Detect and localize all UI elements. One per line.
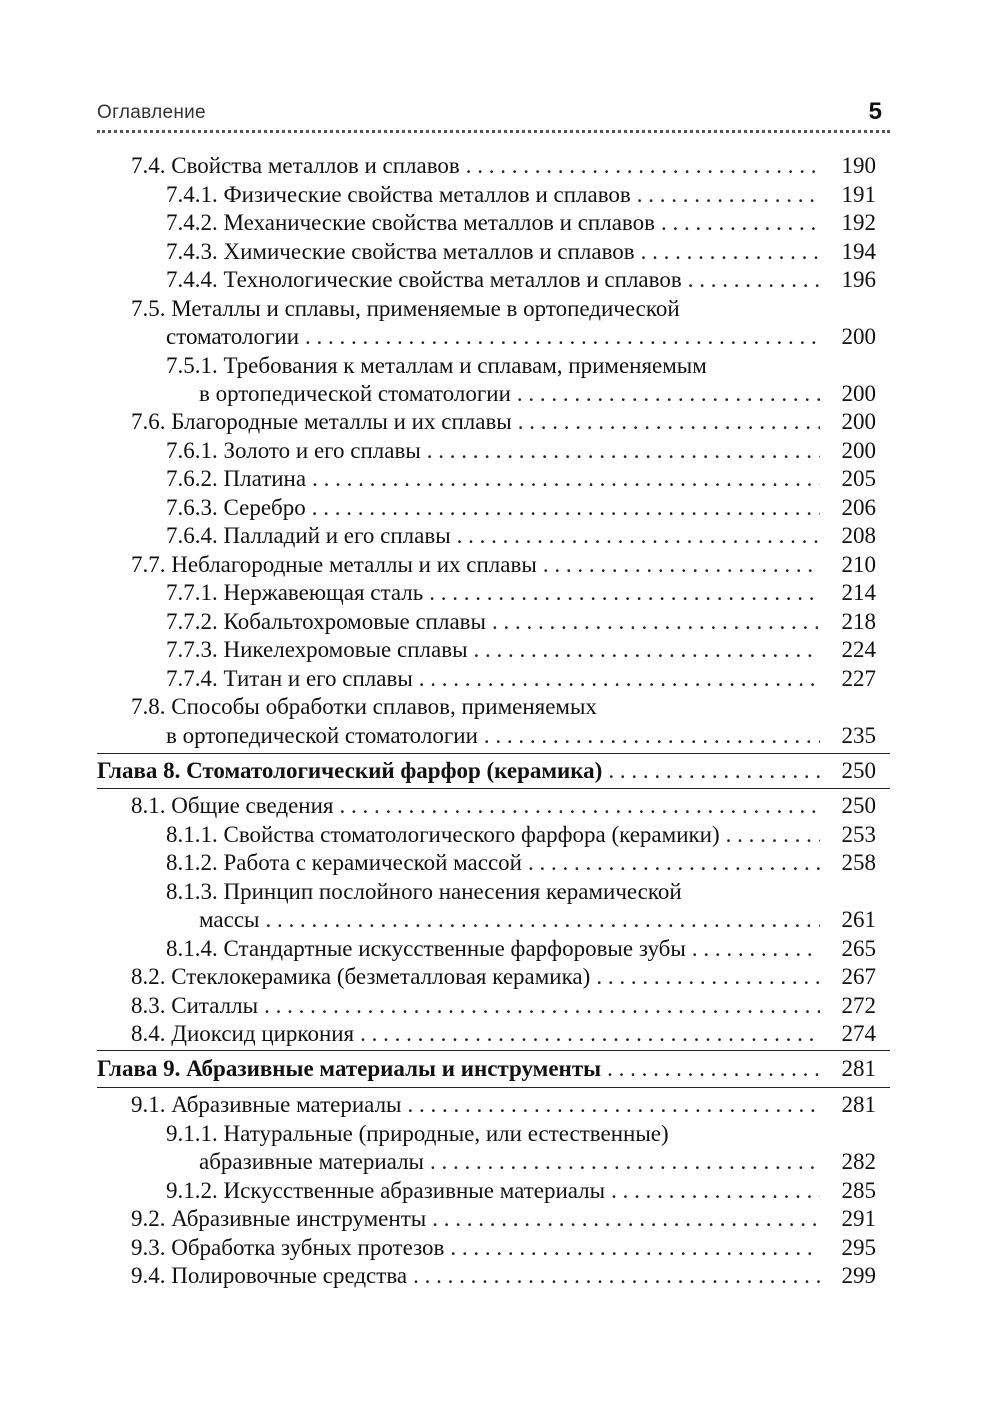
toc-entry-title: 8.4. Диоксид циркония: [131, 1021, 355, 1046]
toc-entry-7-7[interactable]: [131, 551, 876, 579]
leader-dots: [641, 238, 820, 266]
leader-dots: [312, 494, 820, 522]
toc-entry-title: 7.7.1. Нержавеющая сталь: [166, 580, 424, 605]
toc-entry-7-5-line1[interactable]: 7.5. Металлы и сплавы, применяемые в ортопедической: [131, 296, 680, 321]
leader-dots: [474, 636, 820, 664]
toc-entry-page: 272: [841, 993, 876, 1018]
toc-entry-page: 196: [841, 267, 876, 292]
leader-dots: [528, 849, 820, 877]
toc-entry-title: 8.1.1. Свойства стоматологического фарфора (керамики): [166, 822, 720, 847]
leader-dots: [661, 209, 820, 237]
toc-entry-7-5[interactable]: [166, 323, 876, 351]
toc-entry-page: 281: [841, 1056, 876, 1081]
toc-entry-title: 7.6.1. Золото и его сплавы: [166, 438, 421, 463]
toc-entry-page: 267: [841, 964, 876, 989]
toc-entry-7-5-1-line1[interactable]: 7.5.1. Требования к металлам и сплавам, применяемым: [166, 353, 707, 378]
toc-entry-title: 9.4. Полировочные средства: [131, 1263, 408, 1288]
toc-entry-title: 8.1.4. Стандартные искусственные фарфоровые зубы: [166, 936, 686, 961]
toc-entry-title: 7.6. Благородные металлы и их сплавы: [131, 409, 512, 434]
toc-entry-8-1-3[interactable]: [199, 906, 876, 934]
leader-dots: [312, 465, 820, 493]
chapter-separator: [97, 1050, 890, 1051]
toc-entry-page: 190: [841, 153, 876, 178]
toc-entry-page: 235: [841, 723, 876, 748]
toc-entry-title: в ортопедической стоматологии: [199, 381, 511, 406]
toc-entry-7-7-3[interactable]: [166, 636, 876, 664]
toc-entry-7-7-4[interactable]: [166, 665, 876, 693]
toc-entry-7-7-1[interactable]: [166, 579, 876, 607]
toc-entry-title: 9.2. Абразивные инструменты: [131, 1206, 427, 1231]
leader-dots: [427, 437, 820, 465]
toc-entry-title: стоматологии: [166, 324, 300, 349]
toc-entry-page: 192: [841, 210, 876, 235]
toc-entry-8-3[interactable]: [131, 992, 876, 1020]
toc-entry-page: 281: [841, 1092, 876, 1117]
toc-entry-page: 200: [841, 381, 876, 406]
leader-dots: [484, 722, 820, 750]
toc-entry-7-4-1[interactable]: [166, 181, 876, 209]
toc-entry-page: 200: [841, 409, 876, 434]
toc-entry-9-1[interactable]: [131, 1091, 876, 1119]
leader-dots: [517, 380, 820, 408]
leader-dots: [413, 1262, 820, 1290]
toc-entry-page: 258: [841, 850, 876, 875]
chapter-separator: [97, 788, 890, 789]
leader-dots: [596, 963, 820, 991]
toc-entry-page: 261: [841, 907, 876, 932]
toc-entry-9-2[interactable]: [131, 1205, 876, 1233]
running-header: [97, 100, 890, 130]
toc-entry-title: массы: [199, 907, 260, 932]
leader-dots: [360, 1020, 820, 1048]
toc-entry-8-2[interactable]: [131, 963, 876, 991]
toc-entry-8-1-2[interactable]: [166, 849, 876, 877]
toc-entry-title: 8.2. Стеклокерамика (безметалловая керамика): [131, 964, 591, 989]
leader-dots: [492, 608, 820, 636]
leader-dots: [611, 1177, 820, 1205]
toc-entry-page: 291: [841, 1206, 876, 1231]
toc-entry-title: 9.1.2. Искусственные абразивные материалы: [166, 1178, 606, 1203]
toc-entry-8-1-3-line1[interactable]: 8.1.3. Принцип послойного нанесения керамической: [166, 879, 682, 904]
leader-dots: [408, 1091, 821, 1119]
toc-entry-page: 218: [841, 609, 876, 634]
toc-entry-page: 208: [841, 523, 876, 548]
leader-dots: [419, 665, 820, 693]
toc-entry-7-6[interactable]: [131, 408, 876, 436]
leader-dots: [466, 152, 820, 180]
toc-entry-8-1[interactable]: [131, 792, 876, 820]
toc-entry-title: 9.1. Абразивные материалы: [131, 1092, 402, 1117]
leader-dots: [450, 1234, 820, 1262]
leader-dots: [264, 992, 820, 1020]
leader-dots: [265, 906, 820, 934]
toc-entry-page: 224: [841, 637, 876, 662]
toc-entry-page: 265: [841, 936, 876, 961]
toc-entry-page: 274: [841, 1021, 876, 1046]
toc-entry-page: 285: [841, 1178, 876, 1203]
toc-entry-title: абразивные материалы: [199, 1149, 425, 1174]
toc-entry-title: 7.4.2. Механические свойства металлов и сплавов: [166, 210, 655, 235]
leader-dots: [432, 1205, 820, 1233]
toc-chapter-title: Глава 9. Абразивные материалы и инструменты: [97, 1056, 602, 1081]
leader-dots: [637, 181, 820, 209]
toc-entry-title: 7.7.2. Кобальтохромовые сплавы: [166, 609, 486, 634]
toc-entry-title: 9.3. Обработка зубных протезов: [131, 1235, 445, 1260]
toc-entry-page: 295: [841, 1235, 876, 1260]
toc-entry-page: 200: [841, 438, 876, 463]
toc-chapter-8[interactable]: [97, 757, 876, 785]
toc-entry-title: 7.4.3. Химические свойства металлов и сплавов: [166, 239, 635, 264]
leader-dots: [457, 522, 820, 550]
toc-entry-7-7-2[interactable]: [166, 608, 876, 636]
leader-dots: [688, 266, 820, 294]
toc-entry-page: 214: [841, 580, 876, 605]
toc-entry-title: 7.7. Неблагородные металлы и их сплавы: [131, 552, 537, 577]
leader-dots: [726, 821, 820, 849]
toc-entry-7-4-2[interactable]: [166, 209, 876, 237]
toc-entry-title: 7.7.3. Никелехромовые сплавы: [166, 637, 468, 662]
toc-entry-page: 253: [841, 822, 876, 847]
toc-entry-7-4-4[interactable]: [166, 266, 876, 294]
toc-entry-9-1-1-line1[interactable]: 9.1.1. Натуральные (природные, или естественные): [166, 1121, 669, 1146]
leader-dots: [340, 792, 821, 820]
toc-entry-9-4[interactable]: [131, 1262, 876, 1290]
toc-entry-page: 191: [841, 182, 876, 207]
toc-entry-8-4[interactable]: [131, 1020, 876, 1048]
toc-entry-7-5-1[interactable]: [199, 380, 876, 408]
toc-entry-7-4[interactable]: [131, 152, 876, 180]
toc-entry-9-3[interactable]: [131, 1234, 876, 1262]
toc-entry-9-1-2[interactable]: [166, 1177, 876, 1205]
toc-entry-title: 7.4.1. Физические свойства металлов и сплавов: [166, 182, 631, 207]
toc-entry-page: 250: [841, 793, 876, 818]
toc-entry-page: 205: [841, 466, 876, 491]
toc-entry-title: 7.4.4. Технологические свойства металлов и сплавов: [166, 267, 682, 292]
toc-entry-7-4-3[interactable]: [166, 238, 876, 266]
toc-entry-page: 206: [841, 495, 876, 520]
toc-entry-page: 227: [841, 666, 876, 691]
toc-entry-title: 7.6.4. Палладий и его сплавы: [166, 523, 451, 548]
toc-entry-title: 7.6.2. Платина: [166, 466, 307, 491]
toc-entry-page: 200: [841, 324, 876, 349]
toc-entry-title: 7.7.4. Титан и его сплавы: [166, 666, 413, 691]
leader-dots: [429, 579, 820, 607]
toc-entry-page: 210: [841, 552, 876, 577]
leader-dots: [607, 1055, 820, 1083]
toc-entry-7-6-2[interactable]: [166, 465, 876, 493]
toc-entry-title: 7.4. Свойства металлов и сплавов: [131, 153, 460, 178]
toc-entry-page: 282: [841, 1149, 876, 1174]
toc-entry-title: 8.1.2. Работа с керамической массой: [166, 850, 522, 875]
chapter-separator: [97, 1087, 890, 1088]
toc-entry-title: в ортопедической стоматологии: [166, 723, 478, 748]
toc-chapter-title: Глава 8. Стоматологический фарфор (керамика): [97, 758, 603, 783]
page-number: 5: [868, 98, 882, 125]
header-dotted-rule: [97, 130, 890, 133]
leader-dots: [608, 757, 820, 785]
toc-entry-title: 8.3. Ситаллы: [131, 993, 259, 1018]
toc-chapter-9[interactable]: [97, 1055, 876, 1083]
toc-entry-8-1-4[interactable]: [166, 935, 876, 963]
leader-dots: [692, 935, 820, 963]
leader-dots: [305, 323, 820, 351]
toc-entry-7-8[interactable]: [166, 722, 876, 750]
toc-entry-page: 250: [841, 758, 876, 783]
leader-dots: [430, 1148, 820, 1176]
leader-dots: [518, 408, 820, 436]
toc-entry-8-1-1[interactable]: [166, 821, 876, 849]
toc-entry-page: 299: [841, 1263, 876, 1288]
toc-entry-title: 8.1. Общие сведения: [131, 793, 334, 818]
toc-entry-7-6-3[interactable]: [166, 494, 876, 522]
running-header-title: Оглавление: [97, 102, 206, 123]
toc-entry-7-6-1[interactable]: [166, 437, 876, 465]
toc-entry-9-1-1[interactable]: [199, 1148, 876, 1176]
leader-dots: [543, 551, 820, 579]
toc-entry-7-6-4[interactable]: [166, 522, 876, 550]
toc-entry-title: 7.6.3. Серебро: [166, 495, 306, 520]
chapter-separator: [97, 753, 890, 754]
toc-entry-page: 194: [841, 239, 876, 264]
toc-entry-7-8-line1[interactable]: 7.8. Способы обработки сплавов, применяемых: [131, 694, 597, 719]
